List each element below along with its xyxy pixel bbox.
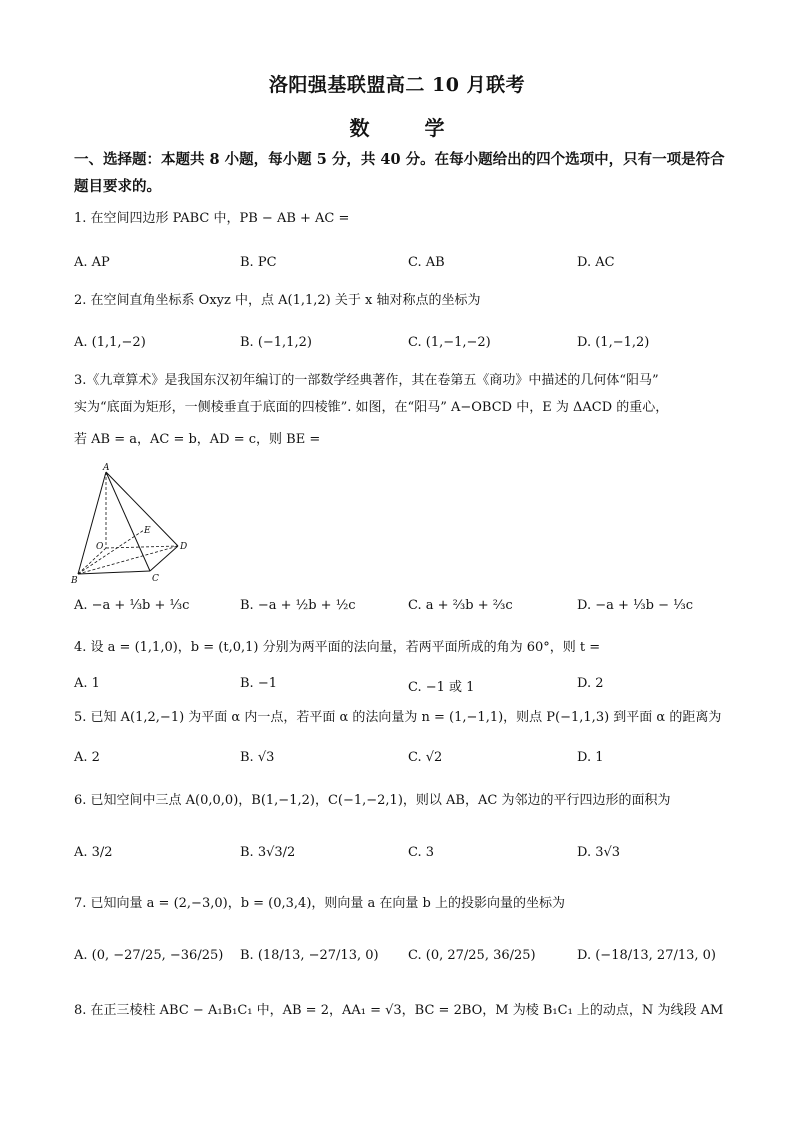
option-d: D. 2 xyxy=(577,676,604,691)
option-b: B. √3 xyxy=(240,750,275,765)
edge-ab xyxy=(78,472,106,574)
option-c: C. AB xyxy=(408,255,445,270)
label-e: E xyxy=(144,526,151,536)
option-b: B. PC xyxy=(240,255,277,270)
edge-cd xyxy=(150,546,178,571)
label-a: A xyxy=(103,463,110,473)
edge-ac xyxy=(106,472,150,571)
option-a: A. 2 xyxy=(74,750,100,765)
option-b: B. −a + ½b + ½c xyxy=(240,598,356,613)
option-d: D. −a + ⅓b − ⅓c xyxy=(577,598,693,613)
question-3-stem-line-1: 3.《九章算术》是我国东汉初年编订的一部数学经典著作，其在卷第五《商功》中描述的几何体“阳马” xyxy=(74,373,659,388)
question-8-stem: 8. 在正三棱柱 ABC − A₁B₁C₁ 中，AB = 2，AA₁ = √3，BC = 2BO，M 为棱 B₁C₁ 上的动点，N 为线段 AM xyxy=(74,1003,724,1018)
question-5-options xyxy=(74,750,734,780)
page-title: 洛阳强基联盟高二 10 月联考 xyxy=(268,74,526,96)
option-c: C. (0, 27/25, 36/25) xyxy=(408,948,536,963)
question-7-options xyxy=(74,948,734,978)
option-a: A. (1,1,−2) xyxy=(74,335,146,350)
option-c: C. 3 xyxy=(408,845,435,860)
question-1-stem: 1. 在空间四边形 PABC 中，PB − AB + AC = xyxy=(74,211,350,226)
section-heading: 一、选择题：本题共 8 小题，每小题 5 分，共 40 分。在每小题给出的四个选项中，只有一项是符合题目要求的。 xyxy=(74,151,725,195)
option-c: C. √2 xyxy=(408,750,443,765)
option-a: A. 1 xyxy=(74,676,100,691)
option-c: C. (1,−1,−2) xyxy=(408,335,491,350)
question-3-stem-line-3: 若 AB = a，AC = b，AD = c，则 BE = xyxy=(74,432,321,447)
question-3-options xyxy=(74,598,734,628)
option-d: D. 1 xyxy=(577,750,604,765)
label-b: B xyxy=(71,576,78,586)
question-6-options xyxy=(74,845,734,875)
question-7-stem: 7. 已知向量 a = (2,−3,0)，b = (0,3,4)，则向量 a 在向量 b 上的投影向量的坐标为 xyxy=(74,896,565,911)
question-2-options xyxy=(74,335,734,365)
option-b: B. (18/13, −27/13, 0) xyxy=(240,948,379,963)
option-b: B. −1 xyxy=(240,676,277,691)
edge-ad xyxy=(106,472,178,546)
label-c: C xyxy=(152,574,159,584)
question-4-stem: 4. 设 a = (1,1,0)，b = (t,0,1) 分别为两平面的法向量，若两平面所成的角为 60°，则 t = xyxy=(74,640,601,655)
option-c: C. a + ⅔b + ⅔c xyxy=(408,598,513,613)
option-d: D. (1,−1,2) xyxy=(577,335,650,350)
option-a: A. −a + ⅓b + ⅓c xyxy=(74,598,190,613)
question-1-options xyxy=(74,255,734,285)
option-b: B. 3√3/2 xyxy=(240,845,296,860)
question-5-stem: 5. 已知 A(1,2,−1) 为平面 α 内一点，若平面 α 的法向量为 n = (1,−1,1)，则点 P(−1,1,3) 到平面 α 的距离为 xyxy=(74,710,722,725)
option-a: A. (0, −27/25, −36/25) xyxy=(74,948,224,963)
option-c: C. −1 或 1 xyxy=(408,680,475,695)
subject-title: 数 学 xyxy=(349,116,469,140)
question-2-stem: 2. 在空间直角坐标系 Oxyz 中，点 A(1,1,2) 关于 x 轴对称点的坐标为 xyxy=(74,293,481,308)
question-3-stem-line-2: 实为“底面为矩形，一侧棱垂直于底面的四棱锥”. 如图，在“阳马” A−OBCD 中，E 为 ΔACD 的重心， xyxy=(74,400,669,415)
label-o: O xyxy=(96,542,104,552)
option-d: D. (−18/13, 27/13, 0) xyxy=(577,948,716,963)
label-d: D xyxy=(180,542,188,552)
option-d: D. AC xyxy=(577,255,615,270)
option-b: B. (−1,1,2) xyxy=(240,335,312,350)
question-4-options xyxy=(74,676,734,706)
question-6-stem: 6. 已知空间中三点 A(0,0,0)，B(1,−1,2)，C(−1,−2,1)，则以 AB，AC 为邻边的平行四边形的面积为 xyxy=(74,793,671,808)
option-d: D. 3√3 xyxy=(577,845,621,860)
option-a: A. 3/2 xyxy=(74,845,113,860)
option-a: A. AP xyxy=(74,255,110,270)
edge-bc xyxy=(78,571,150,574)
pyramid-figure xyxy=(70,462,195,587)
